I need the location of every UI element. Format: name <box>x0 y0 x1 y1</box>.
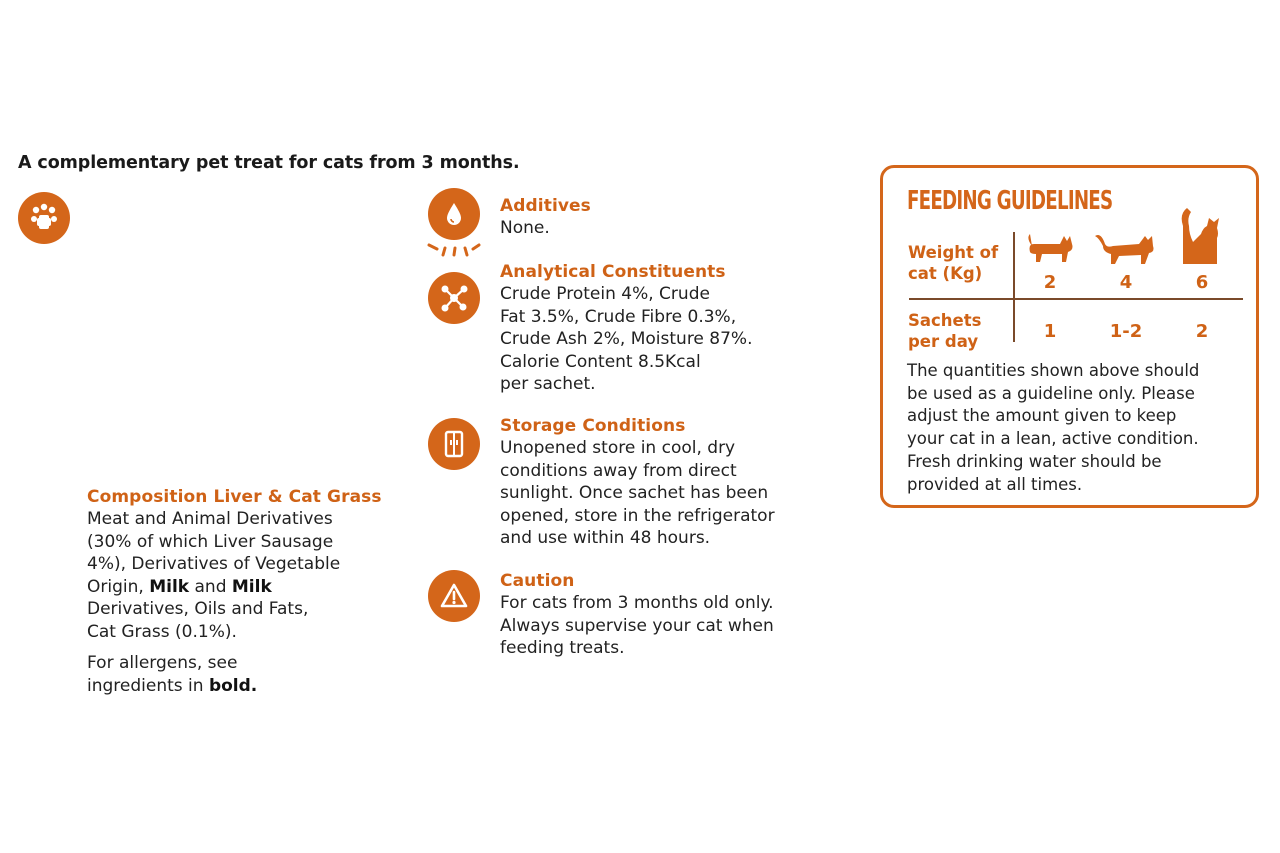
composition-text: and <box>189 576 232 597</box>
sachets-label: Sachets per day <box>908 311 982 351</box>
allergen-line: For allergens, see <box>87 653 238 673</box>
composition-heading: Composition Liver & Cat Grass <box>87 487 382 507</box>
table-divider-vertical <box>1013 232 1015 342</box>
composition-line: 4%), Derivatives of Vegetable <box>87 554 341 574</box>
analytical-heading: Analytical Constituents <box>500 262 726 282</box>
sachets-value: 2 <box>1195 321 1209 342</box>
caution-heading: Caution <box>500 571 575 591</box>
sachets-value: 1 <box>1043 321 1057 342</box>
allergen-milk: Milk <box>231 576 272 597</box>
allergen-text: ingredients in <box>87 675 209 696</box>
composition-section <box>87 486 382 697</box>
feeding-note: The quantities shown above should be used as a guideline only. Please adjust the amount given to keep your cat in a lean, active condition. Fresh drinking water should be provided at all times. <box>907 361 1200 494</box>
allergen-note <box>87 652 382 697</box>
additives-body: None. <box>500 218 550 238</box>
medium-cat-icon <box>1091 228 1161 268</box>
table-divider-horizontal <box>909 298 1243 300</box>
allergen-milk: Milk <box>149 576 190 597</box>
composition-line: Derivatives, Oils and Fats, <box>87 599 309 619</box>
fridge-icon <box>428 418 480 470</box>
large-cat-icon <box>1173 204 1227 268</box>
allergen-bold: bold. <box>208 675 258 696</box>
small-cat-icon <box>1026 232 1076 266</box>
weight-value: 4 <box>1119 272 1133 293</box>
allergen-line <box>87 675 382 698</box>
composition-body <box>87 508 382 643</box>
sparkle-lines-icon <box>425 240 485 258</box>
caution-body: For cats from 3 months old only. Always supervise your cat when feeding treats. <box>500 593 774 658</box>
page-title: A complementary pet treat for cats from 3 months. <box>18 153 520 173</box>
composition-text: Origin, <box>87 576 150 597</box>
composition-line: (30% of which Liver Sausage <box>87 531 334 552</box>
feeding-guidelines-title: FEEDING GUIDELINES <box>907 186 1113 216</box>
droplet-icon <box>428 188 480 240</box>
composition-line <box>87 576 382 599</box>
feeding-guidelines-box <box>880 165 1259 508</box>
storage-heading: Storage Conditions <box>500 416 686 436</box>
molecule-icon <box>428 272 480 324</box>
analytical-body: Crude Protein 4%, Crude Fat 3.5%, Crude Fibre 0.3%, Crude Ash 2%, Moisture 87%. Calorie Content 8.5Kcal per sachet. <box>500 284 753 394</box>
weight-label: Weight of cat (Kg) <box>908 243 999 283</box>
composition-line: Meat and Animal Derivatives <box>87 509 333 529</box>
sachets-value: 1-2 <box>1109 321 1143 342</box>
warning-icon <box>428 570 480 622</box>
storage-body: Unopened store in cool, dry conditions away from direct sunlight. Once sachet has been opened, store in the refrigerator and use within 48 hours. <box>500 438 775 548</box>
pawprints-icon <box>18 192 70 244</box>
weight-value: 6 <box>1195 272 1209 293</box>
additives-heading: Additives <box>500 196 591 216</box>
weight-value: 2 <box>1043 272 1057 293</box>
composition-line: Cat Grass (0.1%). <box>87 621 237 642</box>
